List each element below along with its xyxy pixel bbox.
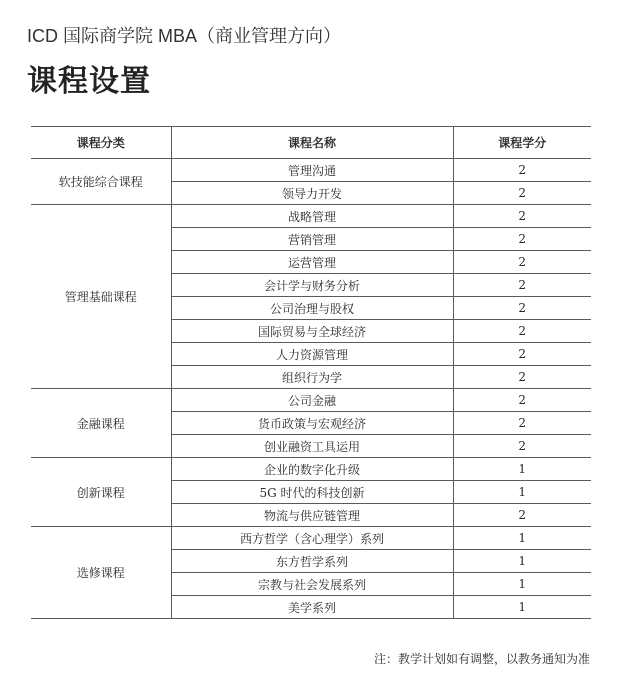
credit-cell: 2: [453, 412, 591, 435]
course-name-cell: 国际贸易与全球经济: [171, 320, 453, 343]
credit-cell: 2: [453, 366, 591, 389]
category-cell: 创新课程: [31, 458, 171, 527]
credit-cell: 1: [453, 458, 591, 481]
credit-cell: 2: [453, 435, 591, 458]
credit-cell: 1: [453, 596, 591, 619]
column-header-course-name: 课程名称: [171, 127, 453, 159]
table-row: [31, 159, 591, 182]
credit-cell: 1: [453, 550, 591, 573]
course-name-cell: 宗教与社会发展系列: [171, 573, 453, 596]
course-name-cell: 营销管理: [171, 228, 453, 251]
footnote: 注：教学计划如有调整，以教务通知为准: [373, 652, 590, 666]
credit-cell: 1: [453, 573, 591, 596]
credit-cell: 2: [453, 297, 591, 320]
credit-cell: 1: [453, 481, 591, 504]
credit-cell: 2: [453, 228, 591, 251]
column-header-category: 课程分类: [31, 127, 171, 159]
table-row: [31, 389, 591, 412]
course-name-cell: 东方哲学系列: [171, 550, 453, 573]
table-row: [31, 205, 591, 228]
category-cell: 金融课程: [31, 389, 171, 458]
course-name-cell: 领导力开发: [171, 182, 453, 205]
course-name-cell: 美学系列: [171, 596, 453, 619]
course-name-cell: 5G 时代的科技创新: [171, 481, 453, 504]
course-name-cell: 企业的数字化升级: [171, 458, 453, 481]
course-name-cell: 战略管理: [171, 205, 453, 228]
course-table: [31, 126, 591, 619]
category-cell: 管理基础课程: [31, 205, 171, 389]
credit-cell: 2: [453, 159, 591, 182]
course-name-cell: 管理沟通: [171, 159, 453, 182]
course-name-cell: 物流与供应链管理: [171, 504, 453, 527]
category-cell: 选修课程: [31, 527, 171, 619]
course-name-cell: 会计学与财务分析: [171, 274, 453, 297]
course-name-cell: 创业融资工具运用: [171, 435, 453, 458]
credit-cell: 2: [453, 320, 591, 343]
page-title: 课程设置: [27, 64, 151, 99]
header-row: [31, 127, 591, 159]
table-row: [31, 458, 591, 481]
course-name-cell: 公司金融: [171, 389, 453, 412]
course-table-header: [31, 127, 591, 159]
credit-cell: 1: [453, 527, 591, 550]
credit-cell: 2: [453, 389, 591, 412]
program-subtitle: ICD 国际商学院 MBA（商业管理方向）: [27, 26, 342, 46]
course-table-body: [31, 159, 591, 619]
credit-cell: 2: [453, 205, 591, 228]
table-row: [31, 527, 591, 550]
column-header-credits: 课程学分: [453, 127, 591, 159]
course-name-cell: 人力资源管理: [171, 343, 453, 366]
course-name-cell: 公司治理与股权: [171, 297, 453, 320]
course-name-cell: 货币政策与宏观经济: [171, 412, 453, 435]
credit-cell: 2: [453, 182, 591, 205]
credit-cell: 2: [453, 251, 591, 274]
course-name-cell: 西方哲学（含心理学）系列: [171, 527, 453, 550]
credit-cell: 2: [453, 274, 591, 297]
credit-cell: 2: [453, 504, 591, 527]
credit-cell: 2: [453, 343, 591, 366]
category-cell: 软技能综合课程: [31, 159, 171, 205]
course-name-cell: 运营管理: [171, 251, 453, 274]
course-name-cell: 组织行为学: [171, 366, 453, 389]
